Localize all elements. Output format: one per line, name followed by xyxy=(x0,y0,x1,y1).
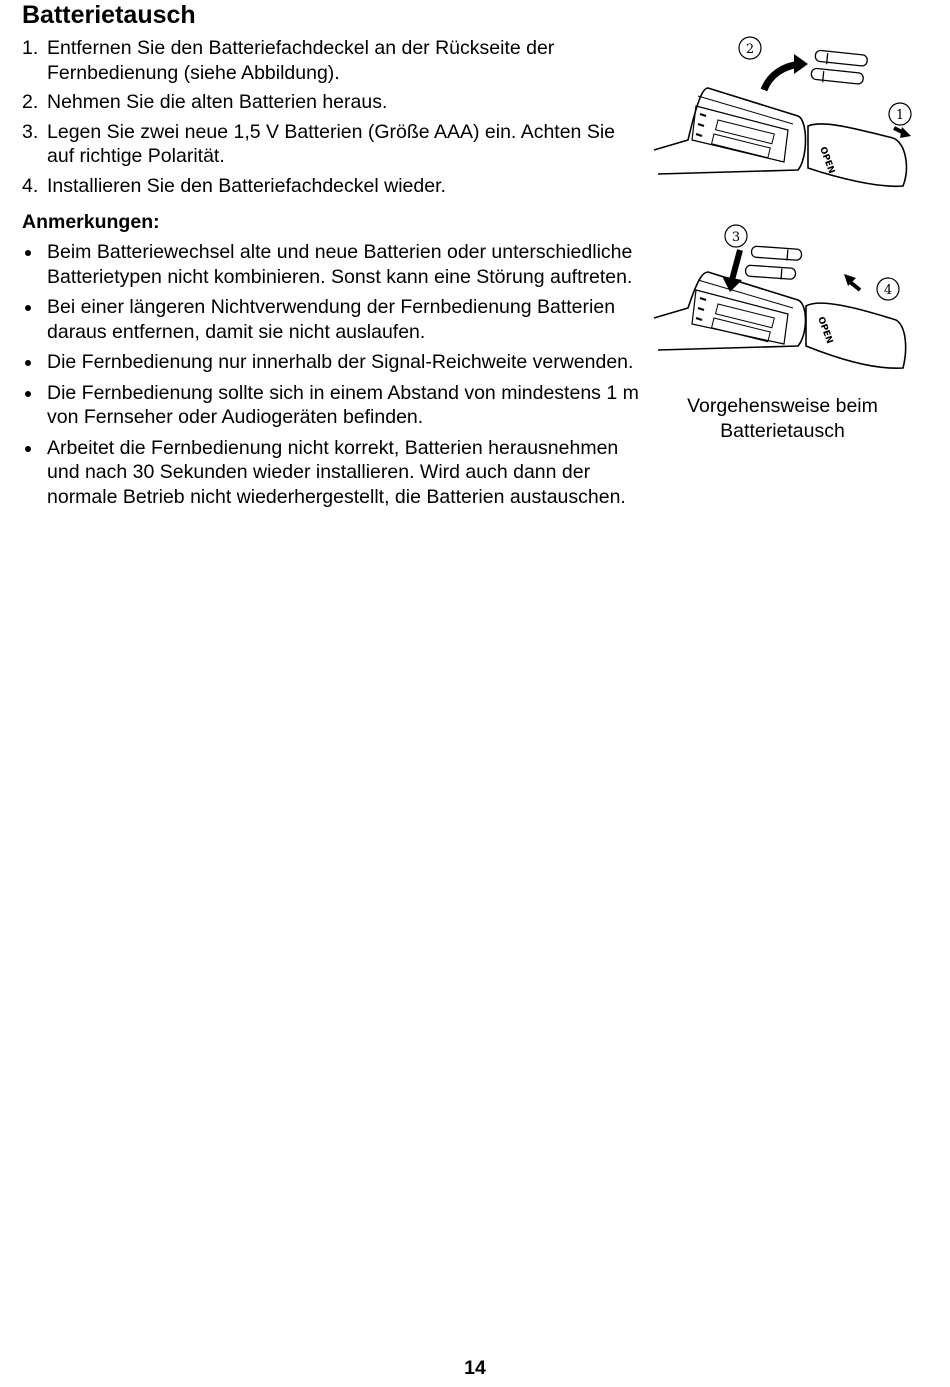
note-item xyxy=(22,295,642,344)
arrow-icon xyxy=(722,276,742,292)
step-marker-2 xyxy=(739,37,761,59)
svg-text:2: 2 xyxy=(745,42,755,57)
step-marker-3 xyxy=(725,225,747,247)
svg-text:1: 1 xyxy=(895,108,905,123)
bullet-icon xyxy=(25,446,31,452)
battery-cover-upper xyxy=(808,124,906,186)
page-title: Batterietausch xyxy=(22,1,196,29)
step-number: 2. xyxy=(22,91,39,113)
arrow-icon xyxy=(900,127,911,138)
step-number: 1. xyxy=(22,37,39,59)
steps-list xyxy=(22,36,642,203)
page-number: 14 xyxy=(464,1357,486,1379)
remote-control-upper xyxy=(654,88,806,174)
note-item xyxy=(22,436,642,510)
battery-icon xyxy=(745,246,802,279)
step-item xyxy=(22,120,642,169)
step-item xyxy=(22,90,642,115)
step-item xyxy=(22,36,642,85)
step-text: Nehmen Sie die alten Batterien heraus. xyxy=(47,91,388,113)
step-number: 4. xyxy=(22,174,39,197)
cover-label: OPEN xyxy=(817,145,837,176)
bullet-icon xyxy=(25,305,31,311)
battery-cover-lower xyxy=(806,303,906,368)
svg-text:4: 4 xyxy=(883,283,893,298)
note-text: Die Fernbedienung sollte sich in einem Abstand von mindestens 1 m von Fernseher oder Audiogeräten befinden. xyxy=(47,381,639,428)
step-item xyxy=(22,174,642,199)
note-text: Arbeitet die Fernbedienung nicht korrekt, Batterien herausnehmen und nach 30 Sekunden wieder installieren. Wird auch dann der normale Betrieb nicht wiederhergestellt, die Batterien austauschen. xyxy=(47,436,626,508)
note-text: Beim Batteriewechsel alte und neue Batterien oder unterschiedliche Batterietypen nicht kombinieren. Sonst kann eine Störung auftreten. xyxy=(47,241,633,288)
arrow-icon xyxy=(850,282,860,290)
step-number: 3. xyxy=(22,120,39,143)
note-item xyxy=(22,381,642,430)
note-item xyxy=(22,240,642,289)
arrow-icon xyxy=(732,250,740,280)
bullet-icon xyxy=(25,391,31,397)
step-text: Entfernen Sie den Batteriefachdeckel an der Rückseite der Fernbedienung (siehe Abbildung). xyxy=(47,37,555,84)
svg-text:3: 3 xyxy=(731,230,741,245)
notes-list xyxy=(22,240,642,515)
step-marker-1 xyxy=(889,103,911,125)
note-text: Die Fernbedienung nur innerhalb der Signal-Reichweite verwenden. xyxy=(47,351,634,373)
step-marker-4 xyxy=(877,278,899,300)
figure-caption: Vorgehensweise beim Batterietausch xyxy=(687,395,878,442)
note-text: Bei einer längeren Nichtverwendung der Fernbedienung Batterien daraus entfernen, damit sie nicht auslaufen. xyxy=(47,296,616,343)
notes-heading: Anmerkungen: xyxy=(22,211,160,233)
step-text: Legen Sie zwei neue 1,5 V Batterien (Größe AAA) ein. Achten Sie auf richtige Polarität. xyxy=(47,120,616,167)
cover-label: OPEN xyxy=(815,315,835,346)
note-item xyxy=(22,350,642,375)
battery-replacement-illustration xyxy=(648,28,918,378)
arrow-icon xyxy=(794,54,808,74)
step-text: Installieren Sie den Batteriefachdeckel wieder. xyxy=(47,174,446,197)
bullet-icon xyxy=(25,250,31,256)
bullet-icon xyxy=(25,360,31,366)
battery-icon xyxy=(811,50,868,84)
